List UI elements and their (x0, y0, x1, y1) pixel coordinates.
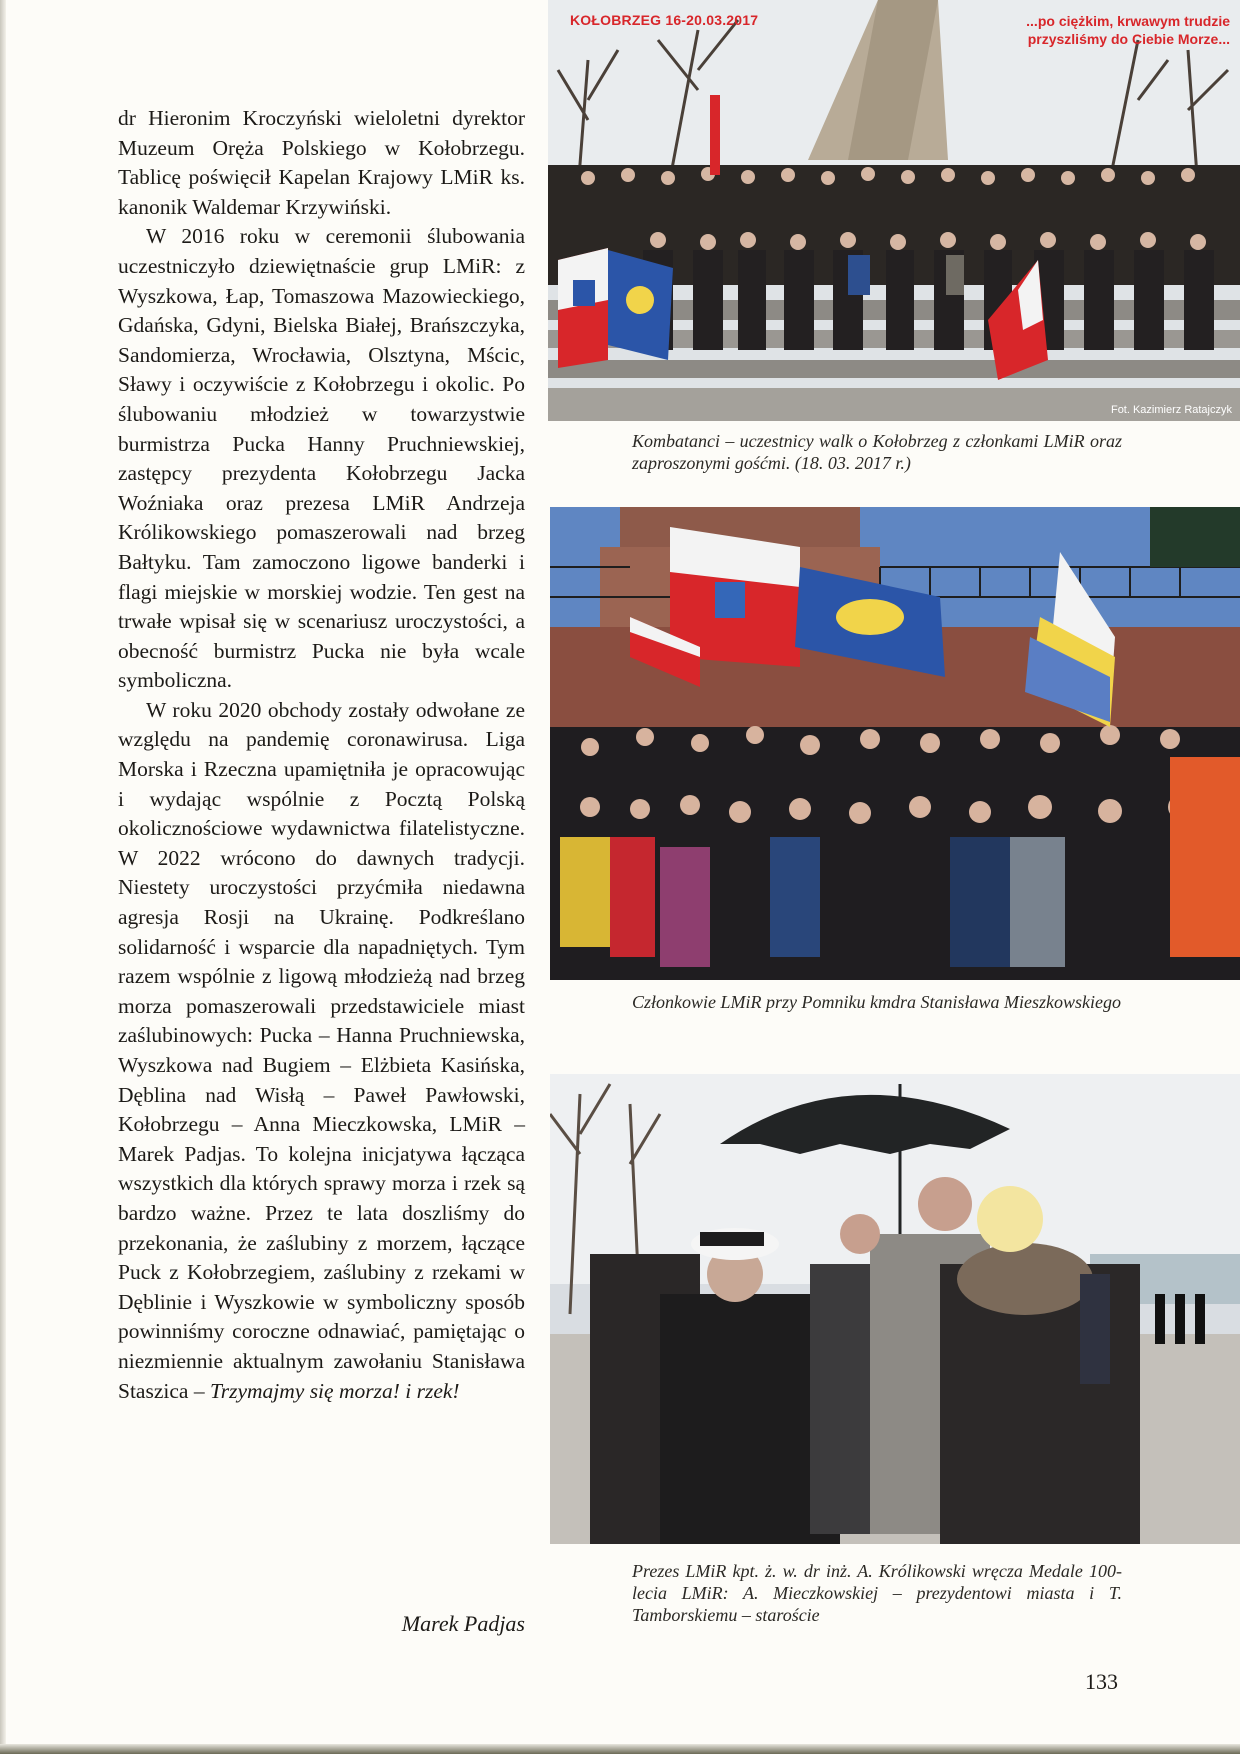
photo1-caption: Kombatanci – uczestnicy walk o Kołobrzeg z członkami LMiR oraz zaproszonymi gośćmi. (18. 03. 2017 r.) (632, 431, 1122, 473)
article-paragraph-3-text: W roku 2020 obchody zostały odwołane ze względu na pandemię coronawirusa. Liga Morska i Rzeczna upamiętniła je opracowując i wydając wspólnie z Pocztą Polską okolicznościowe wydawnictwa filatelistyczne. W 2022 wrócono do dawnych tradycji. Niestety uroczystości przyćmiła niedawna agresja Rosji na Ukrainę. Podkreślano solidarność i wsparcie dla napadniętych. Tym razem wspólnie z ligową młodzieżą nad brzeg morza pomaszerowali przedstawiciele miast zaślubinowych: Pucka – Hanna Pruchniewska, Wyszkowa nad Bugiem – Elżbieta Kasińska, Dęblina nad Wisłą – Paweł Pawłowski, Kołobrzegu – Anna Mieczkowska, LMiR – Marek Padjas. To kolejna inicjatywa łącząca wszystkich dla których sprawy morza i rzek są bardzo ważne. Przez te lata doszliśmy do przekonania, że zaślubiny z morzem, łączące Puck z Kołobrzegiem, zaślubiny z rzekami w Dęblinie i Wyszkowie w symboliczny sposób powinniśmy coroczne odnawiać, pamiętając o niezmiennie aktualnym zawołaniu Stanisława Staszica – (118, 697, 525, 1403)
article-paragraph-2: W 2016 roku w ceremonii ślubowania uczestniczyło dziewiętnaście grup LMiR: z Wyszkowa, Łap, Tomaszowa Mazowieckiego, Gdańska, Gdyni, Bielska Białej, Brańszczyka, Sandomierza, Wrocławia, Olsztyna, Mścic, Sławy i oczywiście z Kołobrzegu i okolic. Po ślubowaniu młodzież w towarzystwie burmistrza Pucka Hanny Pruchniewskiej, zastępcy prezydenta Kołobrzegu Jacka Woźniaka oraz prezesa LMiR Andrzeja Królikowskiego pomaszerowali nad brzeg Bałtyku. Tam zamoczono ligowe banderki i flagi miejskie w morskiej wodzie. Ten gest na trwałe wpisał się w scenariusz uroczystości, a obecność burmistrz Pucka nie była wcale symboliczna. (118, 224, 525, 693)
photo3-caption: Prezes LMiR kpt. ż. w. dr inż. A. Królikowski wręcza Medale 100-lecia LMiR: A. Mieczkowskiej – prezydentowi miasta i T. Tamborskiemu – staroście (632, 1561, 1122, 1625)
photo1-quote-line-1: ...po ciężkim, krwawym trudzie (1026, 13, 1230, 29)
article-body (118, 104, 525, 1406)
staszic-quote: Trzymajmy się morza! i rzek! (209, 1378, 460, 1403)
photo-veterans-group (548, 0, 1240, 421)
photo1-credit: Fot. Kazimierz Ratajczyk (1110, 404, 1232, 416)
page-bottom-edge (0, 1744, 1240, 1754)
photo-members-at-monument (550, 507, 1240, 980)
page-binding-edge (0, 0, 6, 1754)
photo1-quote-overlay (1026, 12, 1230, 48)
photo2-caption: Członkowie LMiR przy Pomniku kmdra Stanisława Mieszkowskiego (632, 992, 1121, 1012)
photo1-location-overlay: KOŁOBRZEG 16-20.03.2017 (570, 12, 759, 28)
photo1-quote-line-2: przyszliśmy do Ciebie Morze... (1027, 31, 1230, 47)
article-paragraph-1: dr Hieronim Kroczyński wieloletni dyrektor Muzeum Oręża Polskiego w Kołobrzegu. Tablicę poświęcił Kapelan Krajowy LMiR ks. kanonik Waldemar Krzywiński. (118, 106, 525, 219)
author-signature: Marek Padjas (401, 1611, 525, 1636)
photo-medal-ceremony (550, 1074, 1240, 1544)
article-paragraph-3 (118, 696, 525, 1406)
page-number: 133 (1085, 1669, 1118, 1694)
